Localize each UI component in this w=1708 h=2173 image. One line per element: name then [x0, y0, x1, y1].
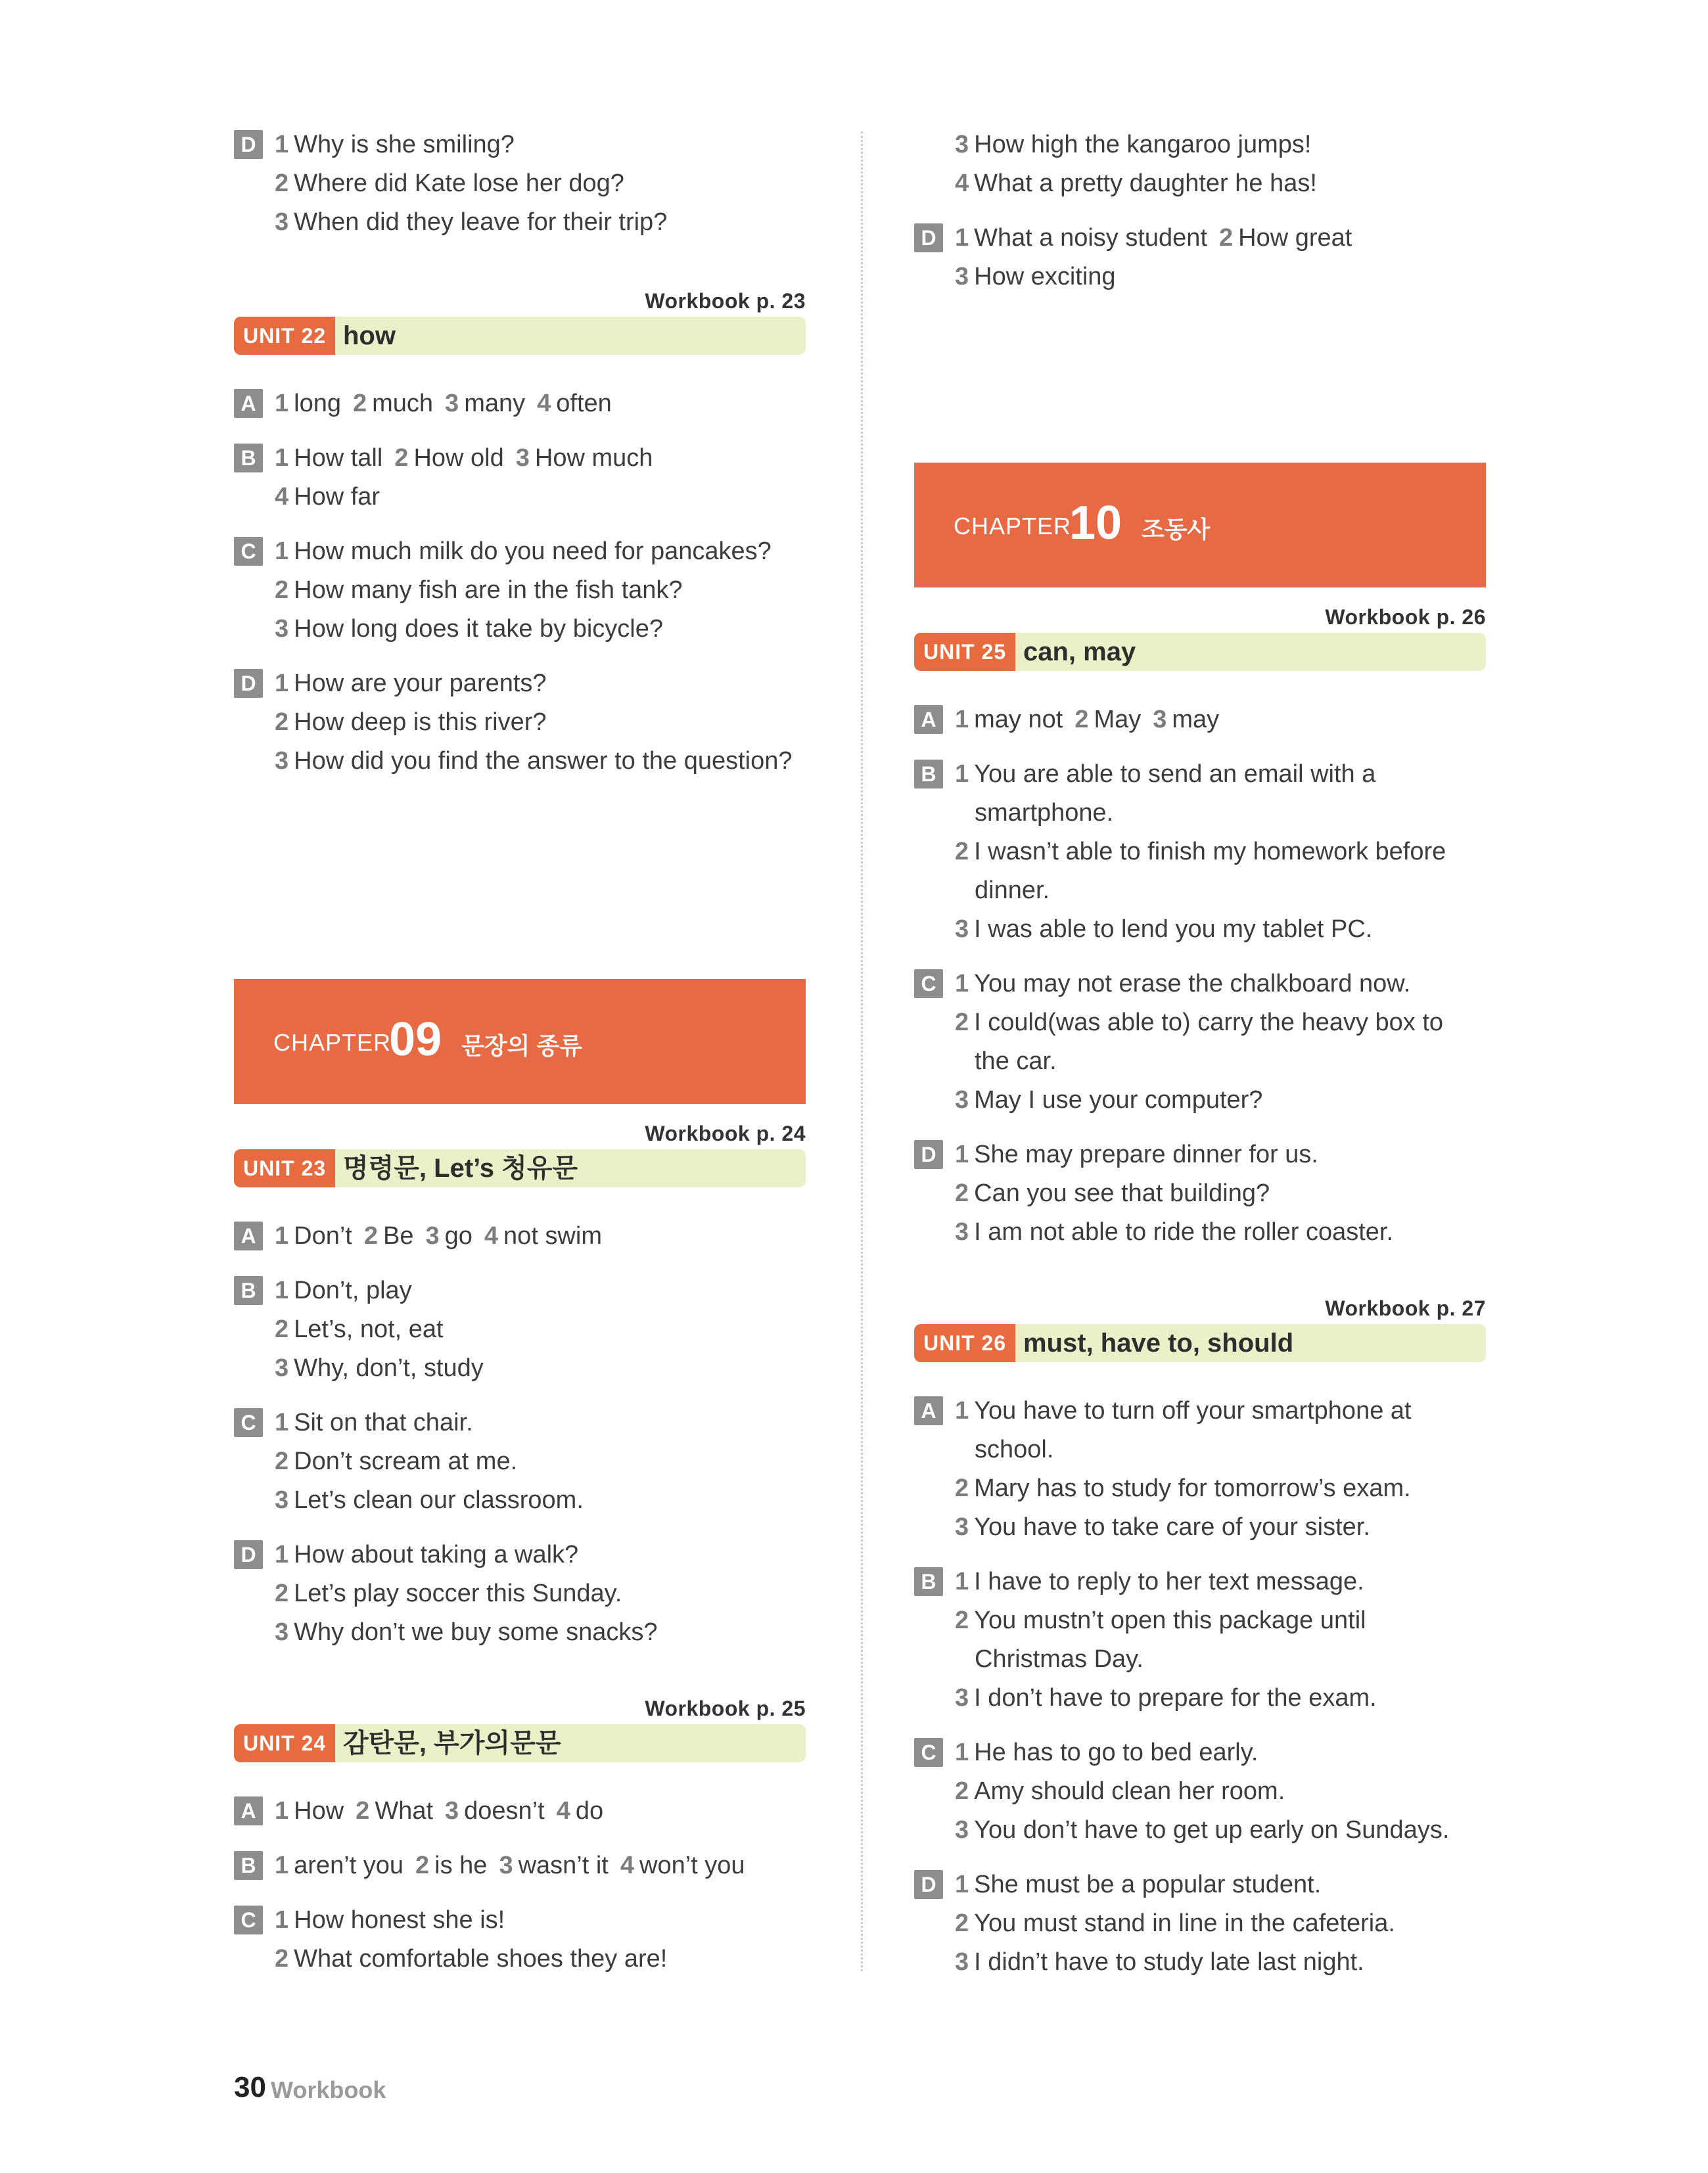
answer-line: 3 How high the kangaroo jumps! — [955, 131, 1312, 158]
footer-label: Workbook — [271, 2076, 386, 2103]
unit-title: 감탄문, 부가의문문 — [343, 1729, 561, 1758]
answer-line: 3 How long does it take by bicycle? — [275, 615, 663, 643]
workbook-reference: Workbook p. 26 — [1325, 605, 1486, 629]
answer-line: 1 How much milk do you need for pancakes? — [275, 538, 772, 565]
answer-line: 1 aren’t you 2 is he 3 wasn’t it 4 won’t you — [275, 1852, 745, 1879]
workbook-reference: Workbook p. 25 — [645, 1697, 806, 1720]
section-badge: D — [234, 1540, 263, 1569]
chapter-word: CHAPTER — [273, 1029, 392, 1056]
answer-line: 3 I didn’t have to study late last night. — [955, 1948, 1364, 1976]
unit-title: can, may — [1023, 637, 1136, 666]
chapter-number: 10 — [1069, 497, 1122, 549]
chapter-number: 09 — [389, 1013, 442, 1066]
workbook-reference: Workbook p. 27 — [1325, 1296, 1486, 1320]
section-badge: C — [914, 1738, 943, 1767]
chapter-title: 조동사 — [1142, 516, 1211, 543]
unit-label: UNIT 25 — [914, 633, 1015, 671]
answer-line: 1 How honest she is! — [275, 1906, 505, 1934]
answer-line: 3 You don’t have to get up early on Sundays. — [955, 1816, 1450, 1844]
answer-line-continued: dinner. — [975, 877, 1050, 904]
unit-header — [234, 317, 806, 355]
answer-line: 1 long 2 much 3 many 4 often — [275, 390, 612, 417]
answer-line: 4 What a pretty daughter he has! — [955, 170, 1317, 197]
answer-line: 2 Amy should clean her room. — [955, 1777, 1285, 1805]
answer-line: 3 How did you find the answer to the question? — [275, 747, 793, 775]
answer-line: 1 She may prepare dinner for us. — [955, 1141, 1318, 1168]
answer-line-continued: smartphone. — [975, 799, 1114, 827]
unit-header — [234, 1149, 806, 1187]
section-badge: D — [234, 669, 263, 698]
answer-line: 2 Don’t scream at me. — [275, 1448, 518, 1475]
section-badge: A — [914, 705, 943, 734]
answer-line-continued: Christmas Day. — [975, 1645, 1143, 1673]
section-badge: C — [914, 969, 943, 998]
section-badge: C — [234, 1408, 263, 1437]
answer-line: 1 Don’t, play — [275, 1277, 412, 1304]
unit-label: UNIT 26 — [914, 1324, 1015, 1362]
answer-line: 2 What comfortable shoes they are! — [275, 1945, 668, 1973]
section-badge: B — [234, 1851, 263, 1880]
workbook-reference: Workbook p. 24 — [645, 1122, 806, 1145]
answer-line: 1 You may not erase the chalkboard now. — [955, 970, 1411, 997]
chapter-header — [914, 463, 1486, 587]
answer-line: 2 You mustn’t open this package until — [955, 1607, 1366, 1634]
answer-line: 2 Let’s play soccer this Sunday. — [275, 1580, 622, 1607]
answer-line: 2 Mary has to study for tomorrow’s exam. — [955, 1475, 1411, 1502]
answer-line: 2 Where did Kate lose her dog? — [275, 170, 624, 197]
section-badge: C — [234, 537, 263, 566]
answer-line: 3 I was able to lend you my tablet PC. — [955, 915, 1373, 943]
answer-line: 2 You must stand in line in the cafeteria. — [955, 1910, 1395, 1937]
section-badge: B — [234, 1276, 263, 1305]
unit-header — [914, 633, 1486, 671]
answer-line: 1 You have to turn off your smartphone at — [955, 1397, 1412, 1425]
answer-line: 1 Don’t 2 Be 3 go 4 not swim — [275, 1222, 602, 1250]
answer-line: 3 Let’s clean our classroom. — [275, 1486, 584, 1514]
answer-line: 1 Sit on that chair. — [275, 1409, 473, 1436]
unit-label: UNIT 22 — [234, 317, 335, 355]
answer-line: 1 How tall 2 How old 3 How much — [275, 444, 653, 472]
answer-line: 2 How many fish are in the fish tank? — [275, 576, 683, 604]
answer-line: 1 How are your parents? — [275, 670, 547, 697]
answer-line: 1 How about taking a walk? — [275, 1541, 579, 1568]
answer-line: 2 How deep is this river? — [275, 708, 547, 736]
answer-line: 1 I have to reply to her text message. — [955, 1568, 1364, 1595]
answer-line: 4 How far — [275, 483, 381, 511]
answer-line: 2 I could(was able to) carry the heavy box to — [955, 1009, 1444, 1036]
section-badge: D — [234, 130, 263, 159]
section-badge: D — [914, 1140, 943, 1169]
answer-line: 3 I am not able to ride the roller coaster. — [955, 1218, 1394, 1246]
answer-line: 1 He has to go to bed early. — [955, 1739, 1258, 1766]
answer-line: 3 When did they leave for their trip? — [275, 208, 668, 236]
chapter-word: CHAPTER — [954, 513, 1072, 539]
page-number: 30 — [234, 2071, 266, 2103]
answer-line: 2 Can you see that building? — [955, 1179, 1270, 1207]
chapter-header — [234, 979, 806, 1104]
answer-line: 3 You have to take care of your sister. — [955, 1513, 1370, 1541]
answer-line: 1 How 2 What 3 doesn’t 4 do — [275, 1797, 604, 1825]
unit-title: 명령문, Let’s 청유문 — [343, 1154, 578, 1183]
section-badge: B — [914, 760, 943, 789]
answer-line: 3 Why, don’t, study — [275, 1354, 484, 1382]
answer-line: 3 I don’t have to prepare for the exam. — [955, 1684, 1377, 1712]
section-badge: A — [234, 1222, 263, 1250]
section-badge: B — [914, 1567, 943, 1596]
section-badge: C — [234, 1906, 263, 1934]
answer-line: 1 You are able to send an email with a — [955, 760, 1376, 788]
unit-label: UNIT 23 — [234, 1149, 335, 1187]
answer-line: 3 How exciting — [955, 263, 1116, 290]
unit-header — [914, 1324, 1486, 1362]
answer-line: 3 Why don’t we buy some snacks? — [275, 1618, 658, 1646]
section-badge: A — [914, 1396, 943, 1425]
answer-line: 2 Let’s, not, eat — [275, 1315, 444, 1343]
unit-header — [234, 1724, 806, 1762]
chapter-title: 문장의 종류 — [461, 1032, 582, 1059]
answer-line: 3 May I use your computer? — [955, 1086, 1263, 1114]
unit-title: how — [343, 321, 396, 350]
answer-line: 1 may not 2 May 3 may — [955, 706, 1220, 733]
answer-line: 1 Why is she smiling? — [275, 131, 515, 158]
answer-line: 1 What a noisy student 2 How great — [955, 224, 1352, 252]
section-badge: B — [234, 444, 263, 472]
section-badge: D — [914, 1870, 943, 1899]
section-badge: A — [234, 1796, 263, 1825]
unit-label: UNIT 24 — [234, 1724, 335, 1762]
unit-title: must, have to, should — [1023, 1329, 1294, 1358]
answer-line-continued: school. — [975, 1436, 1054, 1463]
answer-line: 1 She must be a popular student. — [955, 1871, 1322, 1898]
section-badge: A — [234, 389, 263, 418]
answer-line: 2 I wasn’t able to finish my homework before — [955, 838, 1446, 865]
section-badge: D — [914, 223, 943, 252]
answer-line-continued: the car. — [975, 1047, 1057, 1075]
workbook-reference: Workbook p. 23 — [645, 289, 806, 313]
column-divider — [861, 131, 863, 1971]
